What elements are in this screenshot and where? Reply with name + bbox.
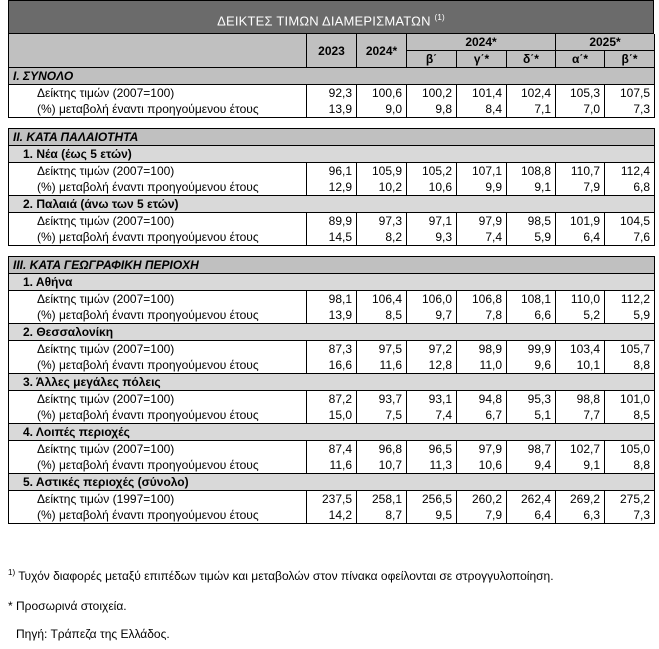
section-header-row xyxy=(9,257,655,274)
table-cell: 14,2 xyxy=(307,507,357,524)
row-label: (%) μεταβολή έναντι προηγούμενου έτους xyxy=(9,307,307,324)
table-cell: 105,0 xyxy=(605,441,655,458)
table-cell: 11,6 xyxy=(357,357,407,374)
table-cell: 92,3 xyxy=(307,85,357,102)
subsection-title: 5. Αστικές περιοχές (σύνολο) xyxy=(9,474,655,491)
header-q-d-2024: δ΄* xyxy=(507,51,556,68)
table-cell: 7,4 xyxy=(457,229,507,246)
row-label: Δείκτης τιμών (2007=100) xyxy=(9,85,307,102)
table-cell: 9,9 xyxy=(457,179,507,196)
table-cell: 107,1 xyxy=(457,163,507,180)
table-cell: 100,2 xyxy=(407,85,457,102)
table-row xyxy=(9,163,655,180)
table-cell: 105,7 xyxy=(605,341,655,358)
header-2024-annual: 2024* xyxy=(357,34,407,68)
subsection-title: 4. Λοιπές περιοχές xyxy=(9,424,655,441)
table-cell: 7,4 xyxy=(407,407,457,424)
table-cell: 106,8 xyxy=(457,291,507,308)
table-row xyxy=(9,101,655,118)
section-spacer xyxy=(9,246,655,257)
table-cell: 8,8 xyxy=(605,357,655,374)
table-cell: 98,8 xyxy=(556,391,605,408)
table-cell: 9,4 xyxy=(507,457,556,474)
table-cell: 108,1 xyxy=(507,291,556,308)
table-cell: 16,6 xyxy=(307,357,357,374)
table-cell: 97,5 xyxy=(357,341,407,358)
table-cell: 262,4 xyxy=(507,491,556,508)
table-cell: 104,5 xyxy=(605,213,655,230)
subsection-title: 1. Αθήνα xyxy=(9,274,655,291)
table-title xyxy=(8,0,654,34)
section-title: I. ΣΥΝΟΛΟ xyxy=(9,68,655,85)
table-cell: 87,3 xyxy=(307,341,357,358)
table-cell: 100,6 xyxy=(357,85,407,102)
price-index-document xyxy=(8,0,654,641)
header-blank xyxy=(9,34,307,68)
footnote-rounding xyxy=(8,568,554,583)
section-title: III. ΚΑΤΑ ΓΕΩΓΡΑΦΙΚΗ ΠΕΡΙΟΧΗ xyxy=(9,257,655,274)
table-cell: 258,1 xyxy=(357,491,407,508)
table-cell: 99,9 xyxy=(507,341,556,358)
table-cell: 93,1 xyxy=(407,391,457,408)
table-cell: 89,9 xyxy=(307,213,357,230)
table-cell: 108,8 xyxy=(507,163,556,180)
footnote-source: Πηγή: Τράπεζα της Ελλάδος. xyxy=(16,627,170,641)
table-row xyxy=(9,407,655,424)
table-row xyxy=(9,457,655,474)
table-row xyxy=(9,291,655,308)
table-cell: 10,6 xyxy=(407,179,457,196)
table-cell: 10,6 xyxy=(457,457,507,474)
spacer-cell xyxy=(9,118,655,129)
subsection-header-row xyxy=(9,424,655,441)
table-cell: 6,6 xyxy=(507,307,556,324)
subsection-header-row xyxy=(9,274,655,291)
table-cell: 112,4 xyxy=(605,163,655,180)
table-cell: 110,0 xyxy=(556,291,605,308)
table-cell: 8,8 xyxy=(605,457,655,474)
spacer-cell xyxy=(9,246,655,257)
header-row-1 xyxy=(9,34,655,51)
table-cell: 106,0 xyxy=(407,291,457,308)
table-cell: 10,1 xyxy=(556,357,605,374)
row-label: (%) μεταβολή έναντι προηγούμενου έτους xyxy=(9,101,307,118)
header-q-g-2024: γ΄* xyxy=(457,51,507,68)
table-row xyxy=(9,491,655,508)
table-cell: 9,5 xyxy=(407,507,457,524)
section-header-row xyxy=(9,68,655,85)
row-label: Δείκτης τιμών (1997=100) xyxy=(9,491,307,508)
row-label: Δείκτης τιμών (2007=100) xyxy=(9,213,307,230)
table-row xyxy=(9,357,655,374)
table-cell: 11,0 xyxy=(457,357,507,374)
table-cell: 260,2 xyxy=(457,491,507,508)
row-label: (%) μεταβολή έναντι προηγούμενου έτους xyxy=(9,179,307,196)
table-row xyxy=(9,507,655,524)
table-cell: 103,4 xyxy=(556,341,605,358)
title-footnote-mark: (1) xyxy=(434,13,445,22)
subsection-title: 1. Νέα (έως 5 ετών) xyxy=(9,146,655,163)
table-cell: 97,1 xyxy=(407,213,457,230)
table-cell: 9,7 xyxy=(407,307,457,324)
price-index-table xyxy=(8,34,655,524)
table-cell: 256,5 xyxy=(407,491,457,508)
table-row xyxy=(9,307,655,324)
table-cell: 6,3 xyxy=(556,507,605,524)
section-title: II. ΚΑΤΑ ΠΑΛΑΙΟΤΗΤΑ xyxy=(9,129,655,146)
subsection-header-row xyxy=(9,196,655,213)
subsection-header-row xyxy=(9,324,655,341)
table-cell: 107,5 xyxy=(605,85,655,102)
table-cell: 105,2 xyxy=(407,163,457,180)
table-cell: 106,4 xyxy=(357,291,407,308)
table-cell: 7,3 xyxy=(605,507,655,524)
table-cell: 87,2 xyxy=(307,391,357,408)
header-2024-quarters: 2024* xyxy=(407,34,556,51)
header-q-a-2025: α΄* xyxy=(556,51,605,68)
table-cell: 7,5 xyxy=(357,407,407,424)
subsection-header-row xyxy=(9,474,655,491)
table-title-text: ΔΕΙΚΤΕΣ ΤΙΜΩΝ ΔΙΑΜΕΡΙΣΜΑΤΩΝ xyxy=(217,13,431,29)
table-cell: 93,7 xyxy=(357,391,407,408)
table-cell: 5,2 xyxy=(556,307,605,324)
table-cell: 102,4 xyxy=(507,85,556,102)
table-cell: 105,3 xyxy=(556,85,605,102)
table-cell: 97,9 xyxy=(457,441,507,458)
row-label: (%) μεταβολή έναντι προηγούμενου έτους xyxy=(9,457,307,474)
table-cell: 13,9 xyxy=(307,101,357,118)
header-q-b-2025: β΄* xyxy=(605,51,655,68)
table-cell: 96,5 xyxy=(407,441,457,458)
table-cell: 87,4 xyxy=(307,441,357,458)
table-cell: 6,8 xyxy=(605,179,655,196)
table-cell: 12,9 xyxy=(307,179,357,196)
table-cell: 8,5 xyxy=(357,307,407,324)
subsection-header-row xyxy=(9,374,655,391)
table-cell: 98,7 xyxy=(507,441,556,458)
table-cell: 6,4 xyxy=(507,507,556,524)
table-cell: 97,9 xyxy=(457,213,507,230)
table-cell: 98,1 xyxy=(307,291,357,308)
footnote-rounding-text: Τυχόν διαφορές μεταξύ επιπέδων τιμών και μεταβολών στον πίνακα οφείλονται σε στρογγυλοποίηση. xyxy=(18,569,554,583)
header-2023: 2023 xyxy=(307,34,357,68)
table-row xyxy=(9,85,655,102)
row-label: Δείκτης τιμών (2007=100) xyxy=(9,163,307,180)
table-cell: 7,7 xyxy=(556,407,605,424)
table-cell: 9,0 xyxy=(357,101,407,118)
table-row xyxy=(9,213,655,230)
table-cell: 12,8 xyxy=(407,357,457,374)
table-cell: 8,4 xyxy=(457,101,507,118)
table-cell: 8,7 xyxy=(357,507,407,524)
table-cell: 101,0 xyxy=(605,391,655,408)
row-label: Δείκτης τιμών (2007=100) xyxy=(9,441,307,458)
subsection-title: 3. Άλλες μεγάλες πόλεις xyxy=(9,374,655,391)
table-cell: 94,8 xyxy=(457,391,507,408)
table-cell: 7,0 xyxy=(556,101,605,118)
section-spacer xyxy=(9,118,655,129)
table-cell: 13,9 xyxy=(307,307,357,324)
table-cell: 105,9 xyxy=(357,163,407,180)
table-cell: 6,4 xyxy=(556,229,605,246)
table-cell: 15,0 xyxy=(307,407,357,424)
table-row xyxy=(9,341,655,358)
table-cell: 97,3 xyxy=(357,213,407,230)
table-cell: 102,7 xyxy=(556,441,605,458)
table-cell: 101,9 xyxy=(556,213,605,230)
table-cell: 5,9 xyxy=(605,307,655,324)
table-cell: 95,3 xyxy=(507,391,556,408)
row-label: (%) μεταβολή έναντι προηγούμενου έτους xyxy=(9,407,307,424)
table-cell: 6,7 xyxy=(457,407,507,424)
row-label: (%) μεταβολή έναντι προηγούμενου έτους xyxy=(9,229,307,246)
row-label: (%) μεταβολή έναντι προηγούμενου έτους xyxy=(9,357,307,374)
table-cell: 269,2 xyxy=(556,491,605,508)
table-cell: 5,9 xyxy=(507,229,556,246)
table-row xyxy=(9,179,655,196)
table-cell: 10,7 xyxy=(357,457,407,474)
footnote-provisional: * Προσωρινά στοιχεία. xyxy=(8,599,127,613)
table-cell: 11,3 xyxy=(407,457,457,474)
table-cell: 237,5 xyxy=(307,491,357,508)
table-cell: 275,2 xyxy=(605,491,655,508)
table-cell: 9,8 xyxy=(407,101,457,118)
table-cell: 97,2 xyxy=(407,341,457,358)
table-cell: 7,9 xyxy=(556,179,605,196)
table-cell: 7,3 xyxy=(605,101,655,118)
table-cell: 7,8 xyxy=(457,307,507,324)
table-cell: 9,1 xyxy=(556,457,605,474)
table-cell: 10,2 xyxy=(357,179,407,196)
table-cell: 98,9 xyxy=(457,341,507,358)
table-cell: 101,4 xyxy=(457,85,507,102)
table-cell: 11,6 xyxy=(307,457,357,474)
table-cell: 96,1 xyxy=(307,163,357,180)
table-cell: 9,3 xyxy=(407,229,457,246)
row-label: (%) μεταβολή έναντι προηγούμενου έτους xyxy=(9,507,307,524)
table-cell: 98,5 xyxy=(507,213,556,230)
header-2025-quarters: 2025* xyxy=(556,34,655,51)
table-cell: 9,1 xyxy=(507,179,556,196)
table-cell: 8,5 xyxy=(605,407,655,424)
row-label: Δείκτης τιμών (2007=100) xyxy=(9,341,307,358)
subsection-header-row xyxy=(9,146,655,163)
table-row xyxy=(9,229,655,246)
table-cell: 110,7 xyxy=(556,163,605,180)
subsection-title: 2. Παλαιά (άνω των 5 ετών) xyxy=(9,196,655,213)
table-cell: 14,5 xyxy=(307,229,357,246)
section-header-row xyxy=(9,129,655,146)
header-q-b-2024: β΄ xyxy=(407,51,457,68)
table-row xyxy=(9,391,655,408)
table-cell: 7,1 xyxy=(507,101,556,118)
table-cell: 7,9 xyxy=(457,507,507,524)
table-row xyxy=(9,441,655,458)
subsection-title: 2. Θεσσαλονίκη xyxy=(9,324,655,341)
row-label: Δείκτης τιμών (2007=100) xyxy=(9,391,307,408)
row-label: Δείκτης τιμών (2007=100) xyxy=(9,291,307,308)
table-cell: 5,1 xyxy=(507,407,556,424)
table-cell: 112,2 xyxy=(605,291,655,308)
table-cell: 96,8 xyxy=(357,441,407,458)
table-cell: 7,6 xyxy=(605,229,655,246)
footnote-rounding-mark: 1) xyxy=(8,568,16,577)
table-cell: 8,2 xyxy=(357,229,407,246)
table-cell: 9,6 xyxy=(507,357,556,374)
